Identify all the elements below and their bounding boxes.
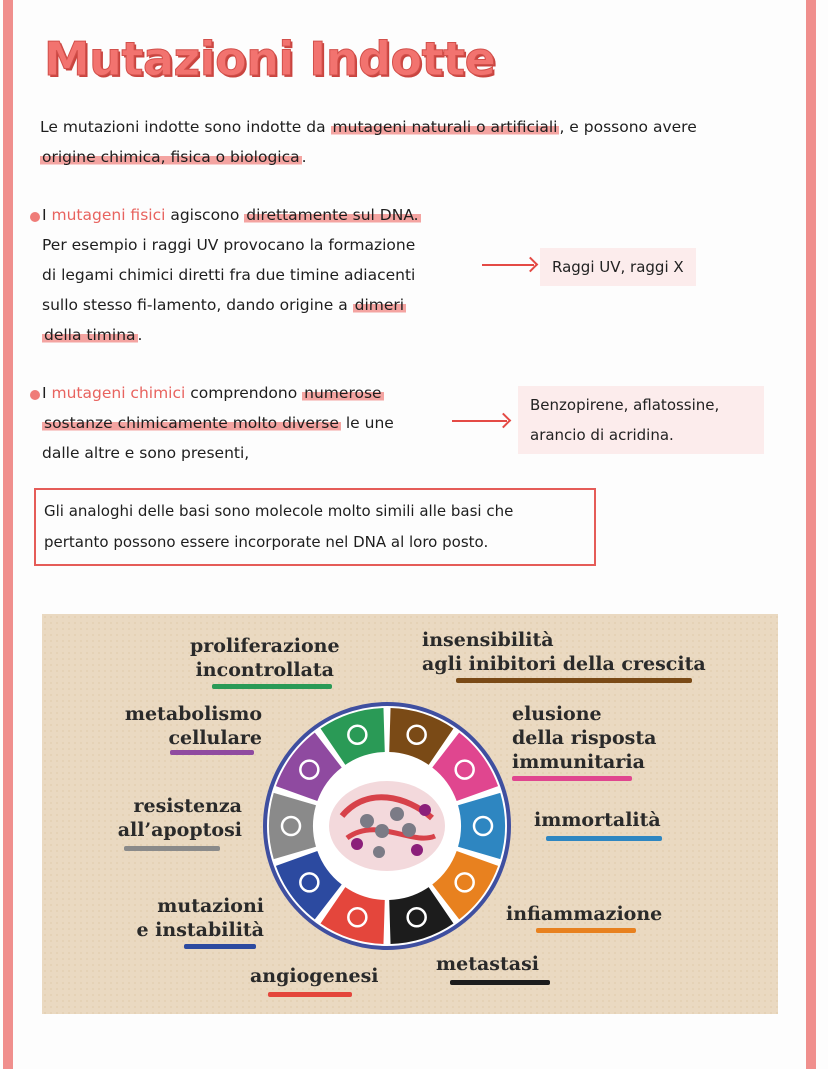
analoghi-line-1: Gli analoghi delle basi sono molecole molto simili alle basi che [44, 502, 514, 520]
label-proliferazione-line-1: proliferazione [190, 635, 340, 657]
label-elusione-line-2: della risposta [512, 727, 657, 749]
page-title: Mutazioni Indotte [44, 32, 496, 86]
example-box-fisici: Raggi UV, raggi X [540, 248, 696, 286]
chimici-line-2-end: le une [340, 414, 394, 432]
label-proliferazione [190, 634, 340, 682]
underline-immortalita [546, 836, 662, 841]
underline-proliferazione [212, 684, 332, 689]
fisici-highlight-timina: della timina [44, 326, 136, 344]
label-mutazioni-line-1: mutazioni [157, 895, 264, 917]
underline-metastasi [450, 980, 550, 985]
label-infiammazione: infiammazione [506, 903, 663, 925]
underline-infiammazione [536, 928, 636, 933]
intro-highlight-mutageni: mutageni naturali o artificiali [332, 118, 558, 136]
underline-metabolismo [170, 750, 254, 755]
label-insensibilita-line-1: insensibilità [422, 629, 554, 651]
chimici-highlight-sostanze: sostanze chimicamente molto diverse [44, 414, 339, 432]
label-elusione-line-1: elusione [512, 703, 602, 725]
fisici-term: mutageni fisici [51, 206, 166, 224]
chimici-line-3: dalle altre e sono presenti, [42, 444, 250, 462]
label-metastasi: metastasi [436, 953, 539, 975]
arrow-fisici [482, 264, 534, 266]
fisici-text: agiscono [165, 206, 245, 224]
cells-illustration [329, 781, 445, 871]
label-insensibilita-line-2: agli inibitori della crescita [422, 653, 706, 675]
chimici-example-line-1: Benzopirene, aflatossine, [530, 396, 720, 414]
label-resistenza-line-2: all’apoptosi [117, 819, 242, 841]
label-angiogenesi: angiogenesi [250, 965, 379, 987]
chimici-text: comprendono [185, 384, 303, 402]
label-metabolismo-line-2: cellulare [168, 727, 262, 749]
chimici-prefix: I [42, 384, 52, 402]
fisici-highlight: direttamente sul DNA. [246, 206, 419, 224]
intro-paragraph [40, 112, 815, 172]
fisici-prefix: I [42, 206, 52, 224]
fisici-line-2: Per esempio i raggi UV provocano la formazione [42, 236, 416, 254]
fisici-line-5-end: . [137, 326, 143, 344]
underline-insensibilita [456, 678, 692, 683]
intro-text-end: . [301, 148, 307, 166]
label-elusione-line-3: immunitaria [512, 751, 645, 773]
label-mutazioni [134, 894, 264, 942]
label-resistenza [98, 794, 242, 842]
example-box-chimici [518, 386, 764, 454]
label-proliferazione-line-2: incontrollata [195, 659, 334, 681]
intro-highlight-origine: origine chimica, fisica o biologica [42, 148, 300, 166]
label-metabolismo [118, 702, 262, 750]
bullet-dot-fisici [30, 212, 40, 222]
intro-text-mid: , e possono avere [559, 118, 697, 136]
intro-text: Le mutazioni indotte sono indotte da [40, 118, 331, 136]
underline-elusione [512, 776, 632, 781]
underline-resistenza [124, 846, 220, 851]
label-mutazioni-line-2: e instabilità [136, 919, 264, 941]
chimici-term: mutageni chimici [51, 384, 186, 402]
chimici-paragraph [42, 378, 472, 468]
label-insensibilita [422, 628, 706, 676]
label-elusione [512, 702, 656, 774]
arrow-chimici [452, 420, 507, 422]
bullet-dot-chimici [30, 390, 40, 400]
chimici-example-line-2: arancio di acridina. [530, 426, 674, 444]
fisici-highlight-dimeri: dimeri [354, 296, 405, 314]
label-immortalita: immortalità [534, 809, 661, 831]
analoghi-box [34, 488, 596, 566]
hallmarks-figure [42, 614, 778, 1014]
label-metabolismo-line-1: metabolismo [124, 703, 262, 725]
page-border-left [3, 0, 13, 1069]
analoghi-line-2: pertanto possono essere incorporate nel DNA al loro posto. [44, 533, 489, 551]
underline-mutazioni [184, 944, 256, 949]
underline-angiogenesi [268, 992, 352, 997]
chimici-highlight-numerose: numerose [304, 384, 382, 402]
fisici-line-4: sullo stesso fi-lamento, dando origine a [42, 296, 353, 314]
label-resistenza-line-1: resistenza [133, 795, 242, 817]
fisici-line-3: di legami chimici diretti fra due timine adiacenti [42, 266, 416, 284]
fisici-paragraph [42, 200, 512, 350]
